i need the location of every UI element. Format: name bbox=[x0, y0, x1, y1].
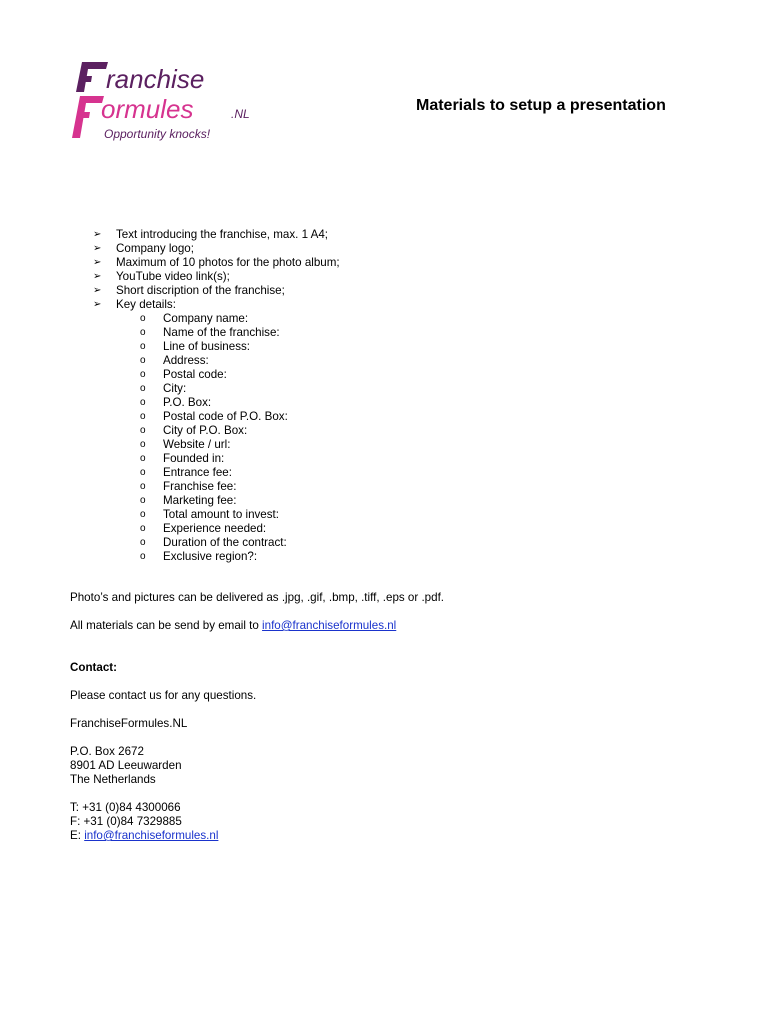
list-item-text: YouTube video link(s); bbox=[116, 270, 230, 283]
sub-list-item bbox=[140, 522, 364, 536]
sub-list-item bbox=[140, 494, 364, 508]
sub-list-item-text: Name of the franchise: bbox=[163, 326, 280, 339]
list-item-text: Maximum of 10 photos for the photo album; bbox=[116, 256, 340, 269]
sub-list-item-text: City of P.O. Box: bbox=[163, 424, 248, 437]
circle-bullet-icon: o bbox=[140, 425, 146, 436]
logo-graphic bbox=[68, 58, 268, 144]
arrow-bullet-icon: ➢ bbox=[93, 243, 102, 254]
circle-bullet-icon: o bbox=[140, 411, 146, 422]
list-item-text: Company logo; bbox=[116, 242, 194, 255]
sub-list-item-text: Line of business: bbox=[163, 340, 251, 353]
page-title: Materials to setup a presentation bbox=[416, 97, 666, 114]
sub-list-item-text: Duration of the contract: bbox=[163, 536, 287, 549]
contact-details bbox=[70, 801, 218, 843]
send-paragraph bbox=[70, 619, 396, 633]
circle-bullet-icon: o bbox=[140, 369, 146, 380]
sub-list-item-text: Website / url: bbox=[163, 438, 231, 451]
sub-list-item-text: Entrance fee: bbox=[163, 466, 232, 479]
sub-list-item bbox=[140, 340, 364, 354]
list-item-text: Key details: bbox=[116, 298, 176, 311]
circle-bullet-icon: o bbox=[140, 313, 146, 324]
circle-bullet-icon: o bbox=[140, 467, 146, 478]
sub-list-item-text: Experience needed: bbox=[163, 522, 267, 535]
contact-email-link[interactable]: info@franchiseformules.nl bbox=[84, 829, 219, 842]
circle-bullet-icon: o bbox=[140, 355, 146, 366]
sub-list-item bbox=[140, 508, 364, 522]
sub-list-item bbox=[140, 424, 364, 438]
sub-list-item-text: Franchise fee: bbox=[163, 480, 237, 493]
circle-bullet-icon: o bbox=[140, 327, 146, 338]
contact-heading: Contact: bbox=[70, 661, 118, 674]
fax-line: F: +31 (0)84 7329885 bbox=[70, 815, 182, 828]
sub-list-item bbox=[140, 368, 364, 382]
sub-list-item-text: P.O. Box: bbox=[163, 396, 212, 409]
logo-tagline: Opportunity knocks! bbox=[104, 127, 211, 141]
sub-list-item-text: Marketing fee: bbox=[163, 494, 237, 507]
circle-bullet-icon: o bbox=[140, 397, 146, 408]
logo-word-top: ranchise bbox=[106, 64, 205, 94]
sub-list-item-text: Total amount to invest: bbox=[163, 508, 279, 521]
arrow-bullet-icon: ➢ bbox=[93, 271, 102, 282]
materials-list bbox=[93, 228, 340, 564]
send-text: All materials can be send by email to bbox=[70, 619, 263, 632]
arrow-bullet-icon: ➢ bbox=[93, 299, 102, 310]
sub-list-item-text: Postal code: bbox=[163, 368, 227, 381]
list-item bbox=[93, 284, 340, 298]
logo-suffix: .NL bbox=[231, 107, 250, 121]
sub-list-item bbox=[140, 466, 364, 480]
sub-list-item bbox=[140, 438, 364, 452]
address-line: 8901 AD Leeuwarden bbox=[70, 759, 182, 772]
arrow-bullet-icon: ➢ bbox=[93, 257, 102, 268]
franchiseformules-logo bbox=[68, 58, 268, 144]
logo-word-bottom: ormules bbox=[101, 94, 194, 124]
sub-list-item bbox=[140, 480, 364, 494]
key-details-list bbox=[140, 312, 364, 564]
circle-bullet-icon: o bbox=[140, 481, 146, 492]
sub-list-item bbox=[140, 312, 364, 326]
email-label: E: bbox=[70, 829, 85, 842]
sub-list-item-text: Company name: bbox=[163, 312, 249, 325]
arrow-bullet-icon: ➢ bbox=[93, 285, 102, 296]
circle-bullet-icon: o bbox=[140, 495, 146, 506]
email-link[interactable]: info@franchiseformules.nl bbox=[262, 619, 397, 632]
sub-list-item bbox=[140, 354, 364, 368]
email-line bbox=[70, 829, 218, 843]
address-line: The Netherlands bbox=[70, 773, 156, 786]
list-item bbox=[93, 228, 340, 242]
circle-bullet-icon: o bbox=[140, 383, 146, 394]
sub-list-item-text: City: bbox=[163, 382, 187, 395]
list-item-text: Text introducing the franchise, max. 1 A4; bbox=[116, 228, 329, 241]
arrow-bullet-icon: ➢ bbox=[93, 229, 102, 240]
circle-bullet-icon: o bbox=[140, 439, 146, 450]
circle-bullet-icon: o bbox=[140, 537, 146, 548]
contact-intro: Please contact us for any questions. bbox=[70, 689, 257, 702]
sub-list-item bbox=[140, 536, 364, 550]
sub-list-item bbox=[140, 452, 364, 466]
company-name: FranchiseFormules.NL bbox=[70, 717, 188, 730]
sub-list-item-text: Founded in: bbox=[163, 452, 225, 465]
circle-bullet-icon: o bbox=[140, 551, 146, 562]
sub-list-item bbox=[140, 382, 364, 396]
sub-list-item-text: Postal code of P.O. Box: bbox=[163, 410, 288, 423]
address-line: P.O. Box 2672 bbox=[70, 745, 144, 758]
sub-list-item bbox=[140, 396, 364, 410]
sub-list-item bbox=[140, 326, 364, 340]
sub-list-item bbox=[140, 410, 364, 424]
list-item bbox=[93, 270, 340, 284]
list-item bbox=[93, 298, 340, 564]
list-item-text: Short discription of the franchise; bbox=[116, 284, 285, 297]
phone-line: T: +31 (0)84 4300066 bbox=[70, 801, 181, 814]
circle-bullet-icon: o bbox=[140, 341, 146, 352]
sub-list-item-text: Address: bbox=[163, 354, 209, 367]
circle-bullet-icon: o bbox=[140, 523, 146, 534]
circle-bullet-icon: o bbox=[140, 509, 146, 520]
address-block bbox=[70, 745, 182, 787]
list-item bbox=[93, 242, 340, 256]
list-item bbox=[93, 256, 340, 270]
formats-paragraph: Photo’s and pictures can be delivered as .jpg, .gif, .bmp, .tiff, .eps or .pdf. bbox=[70, 591, 445, 604]
sub-list-item bbox=[140, 550, 364, 564]
sub-list-item-text: Exclusive region?: bbox=[163, 550, 258, 563]
circle-bullet-icon: o bbox=[140, 453, 146, 464]
